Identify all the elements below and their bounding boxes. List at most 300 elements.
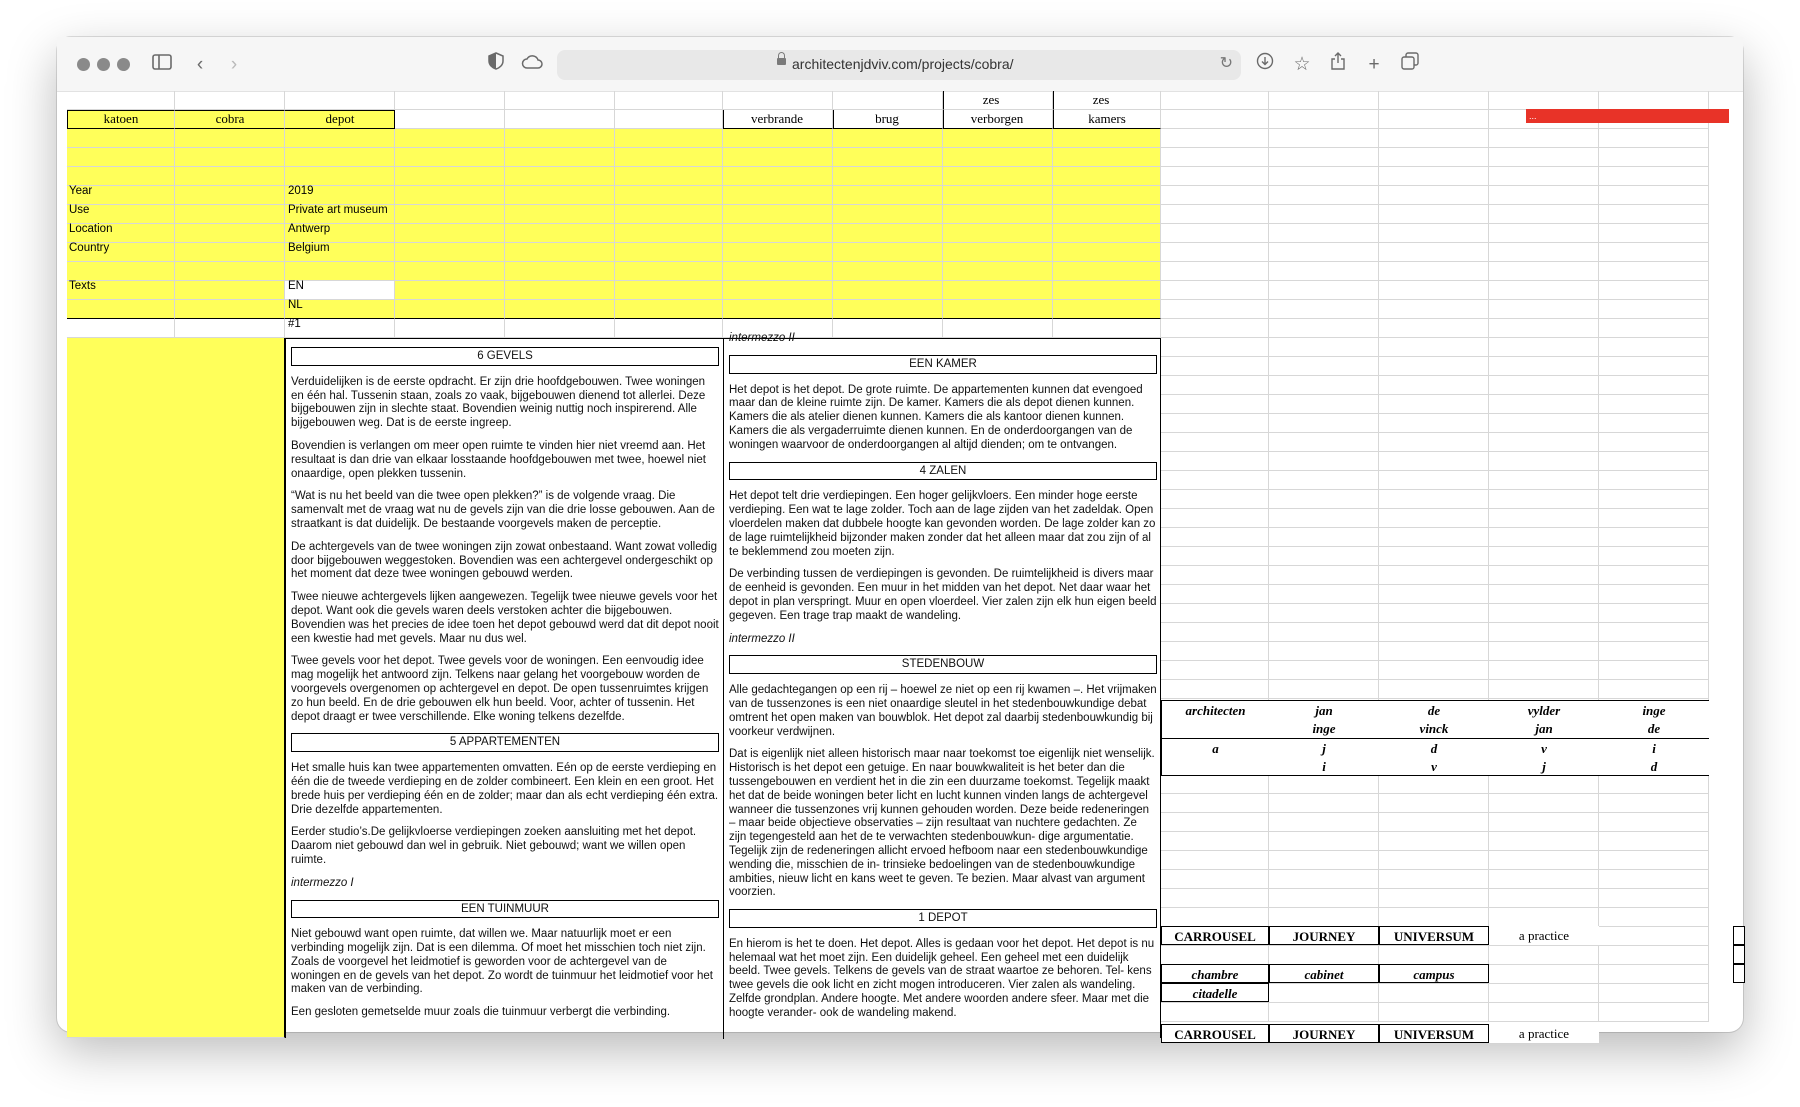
grid-cell: [67, 129, 175, 148]
grid-cell: [1599, 414, 1709, 433]
page-content: [57, 92, 1743, 1042]
grid-cell: [1053, 148, 1161, 167]
architects-cell[interactable]: [1161, 719, 1269, 738]
grid-cell: [1379, 566, 1489, 585]
grid-cell: [615, 205, 723, 224]
grid-cell: [505, 281, 615, 300]
grid-cell: [1489, 623, 1599, 642]
grid-cell: [285, 148, 395, 167]
grid-cell: [1489, 281, 1599, 300]
grid-cell: [1269, 281, 1379, 300]
grid-cell: [395, 110, 505, 129]
grid-cell: [1599, 319, 1709, 338]
grid-cell: [615, 300, 723, 319]
grid-cell: [1489, 813, 1599, 832]
paragraph: De achtergevels van de twee woningen zijn zowat onbestaand. Want zowat volledig door bijgebouwen weggestoken. Bovendien was een achtergevel ondergeschikt op het moment dat deze twee woningen gebouwd werden.: [291, 540, 717, 581]
paragraph: Verduidelijken is de eerste opdracht. Er zijn drie hoofdgebouwen. Twee woningen en één hal. Tussenin staan, zoals zo vaak, bijgebouwen dienend tot allerlei. Deze bijgebouwen zijn in slechte staat. Bovendien weinig nuttig noch inspirerend. Alle bijgebouwen weg. Dat is de eerste ingreep.: [291, 375, 706, 430]
paragraph: Niet gebouwd want open ruimte, dat willen we. Maar natuurlijk moet er een verbinding mogelijk zijn. Dat is een dilemma. Of moet het misschien toch niet zijn. Zoals de voorgevel het leidmotief is geworden voor de achtergevel van de woningen en de gevels van het depot. Zo wordt de tuinmuur het leidmotief voor het maken van de verbinding.: [291, 928, 713, 996]
grid-cell: [1599, 870, 1709, 889]
grid-cell: [1269, 414, 1379, 433]
architects-cell[interactable]: v: [1489, 738, 1599, 757]
grid-cell: [395, 167, 505, 186]
grid-cell: [505, 110, 615, 129]
grid-cell: [1269, 775, 1379, 794]
grid-cell: [1379, 642, 1489, 661]
grid-cell: [1053, 205, 1161, 224]
grid-cell: [1269, 376, 1379, 395]
browser-window: [57, 37, 1743, 1042]
menu-overflow-cell[interactable]: [1733, 945, 1745, 964]
grid-cell: [1599, 889, 1709, 908]
new-tab-icon[interactable]: +: [1368, 54, 1380, 75]
reload-icon[interactable]: ↻: [1219, 55, 1233, 72]
grid-cell: [1489, 889, 1599, 908]
texts-en-link[interactable]: EN: [288, 280, 304, 292]
grid-cell: [1599, 452, 1709, 471]
paragraph: En hierom is het te doen. Het depot. Alles is gedaan voor het depot. Het depot is nu helemaal wat het moet zijn. Een duidelijk geheel. Een geheel met een duidelijk beeld. Twee gevels. Telkens de gevels van de straat waartoe ze behoren. Tel- kens twee gevels die ook licht en zicht mogen introduceren. Vier zalen als wandeling. Zelfde grondplan. Andere hoogte. Met andere woorden andere sfeer. Maar met die hoogte verander- ook de wandeling makend.: [729, 937, 1155, 1019]
grid-cell: [1379, 528, 1489, 547]
paragraph: Eerder studio’s.De gelijkvloerse verdiepingen zoeken aansluiting met het depot. Daarom niet gebouwd dan wel in gebruik. Niet gebouwd; want we willen open ruimte.: [291, 826, 697, 866]
architects-cell[interactable]: j: [1489, 757, 1599, 776]
grid-cell: [1269, 300, 1379, 319]
grid-cell: [1269, 642, 1379, 661]
architects-cell[interactable]: jan: [1489, 719, 1599, 738]
grid-cell: [67, 91, 175, 110]
info-value-location: Antwerp: [288, 223, 331, 235]
grid-cell: [505, 262, 615, 281]
grid-cell: [1161, 91, 1269, 110]
grid-cell: [1161, 433, 1269, 452]
grid-cell: [1489, 490, 1599, 509]
text-column-right: [729, 332, 1157, 1030]
grid-cell: [1161, 262, 1269, 281]
grid-cell: [1599, 338, 1709, 357]
grid-cell: [505, 243, 615, 262]
grid-cell: [1489, 319, 1599, 338]
grid-cell: [1379, 338, 1489, 357]
grid-cell: [1599, 775, 1709, 794]
grid-cell: [1379, 471, 1489, 490]
grid-cell: [67, 148, 175, 167]
zoom-window-button[interactable]: [117, 58, 130, 71]
texts-label: Texts: [69, 280, 96, 292]
grid-cell: [1161, 566, 1269, 585]
architects-cell[interactable]: i: [1599, 738, 1709, 757]
grid-cell: [1053, 167, 1161, 186]
grid-cell: [1379, 224, 1489, 243]
grid-cell: [1489, 357, 1599, 376]
grid-cell: [1379, 832, 1489, 851]
grid-cell: [1161, 452, 1269, 471]
architects-cell[interactable]: inge: [1599, 700, 1709, 719]
grid-cell: [615, 148, 723, 167]
close-window-button[interactable]: [77, 58, 90, 71]
grid-cell: [615, 224, 723, 243]
red-indicator-bar[interactable]: ...: [1526, 109, 1729, 123]
grid-cell: [1599, 186, 1709, 205]
grid-cell: [1379, 870, 1489, 889]
grid-cell: [833, 186, 943, 205]
grid-cell: [175, 300, 285, 319]
grid-cell: [943, 148, 1053, 167]
grid-cell: [1599, 300, 1709, 319]
grid-cell: [1489, 566, 1599, 585]
grid-cell: [1379, 984, 1489, 1003]
grid-cell: [1161, 832, 1269, 851]
info-label-year: Year: [69, 185, 93, 197]
address-bar[interactable]: [557, 50, 1241, 80]
grid-cell: [1161, 547, 1269, 566]
grid-cell: [1269, 509, 1379, 528]
grid-cell: [1489, 376, 1599, 395]
forward-icon[interactable]: ›: [230, 54, 238, 75]
grid-cell: [615, 91, 723, 110]
menu-a-practice-repeat[interactable]: a practice: [1489, 1024, 1599, 1043]
paragraph: Twee gevels voor het depot. Twee gevels voor de woningen. Een eenvoudig idee mag mogelijk het antwoord zijn. Telkens naar gelang het voorgebouw worden de voorgevels overgenomen op achtergevel en depot. De open tussenruimtes krijgen zo hun beeld. En de drie gebouwen elk hun beeld. Voor, achter of tussenin. Het depot draagt er twee verschillende. Elke woning telkens dezelfde.: [291, 655, 709, 723]
grid-cell: [1489, 433, 1599, 452]
grid-cell: [1599, 528, 1709, 547]
grid-cell: [1161, 775, 1269, 794]
architects-cell[interactable]: architecten: [1161, 700, 1269, 719]
info-label-country: Country: [69, 242, 110, 254]
architects-cell[interactable]: j: [1269, 738, 1379, 757]
section-heading: 4 ZALEN: [729, 462, 1157, 481]
grid-cell: [67, 167, 175, 186]
grid-cell: [505, 148, 615, 167]
grid-cell: [1379, 509, 1489, 528]
menu-universum-repeat[interactable]: UNIVERSUM: [1379, 1024, 1489, 1043]
grid-cell: [1379, 281, 1489, 300]
architects-cell[interactable]: inge: [1269, 719, 1379, 738]
grid-cell: [395, 186, 505, 205]
grid-cell: [943, 281, 1053, 300]
bookmark-star-icon[interactable]: ☆: [1293, 54, 1311, 75]
paragraph: Het depot telt drie verdiepingen. Een hoger gelijkvloers. Een minder hoge eerste verdieping. Een wat te lage zolder. Toch aan de lage zijden van het zadeldak. Open vloerdelen maken dat dubbele hoogte kan gevonden worden. De lage zolder kan zo de lage ruimtelijkheid bijzonder maken zonder dat het alleen maar dat zou zijn of al te beklemmend zou moeten zijn.: [729, 490, 1156, 558]
grid-cell: [1379, 414, 1489, 433]
grid-cell: [175, 148, 285, 167]
grid-cell: [1161, 186, 1269, 205]
header-title-cobra[interactable]: cobra: [215, 111, 245, 126]
architects-cell[interactable]: d: [1379, 738, 1489, 757]
grid-cell: [175, 243, 285, 262]
grid-cell: [1269, 319, 1379, 338]
section-heading: EEN TUINMUUR: [291, 900, 719, 919]
menu-overflow-cell[interactable]: [1733, 964, 1745, 983]
architects-cell[interactable]: vylder: [1489, 700, 1599, 719]
column-divider: [723, 339, 724, 1039]
menu-carrousel[interactable]: CARROUSEL: [1161, 926, 1269, 945]
header-col-brug[interactable]: brug: [875, 111, 899, 126]
grid-cell: [1379, 794, 1489, 813]
sidebar-toggle-icon[interactable]: [149, 52, 175, 78]
grid-cell: [1379, 433, 1489, 452]
grid-cell: [67, 300, 175, 319]
grid-cell: [1379, 262, 1489, 281]
header-col-verbrande[interactable]: verbrande: [751, 111, 803, 126]
grid-cell: [1269, 661, 1379, 680]
architects-cell[interactable]: de: [1379, 700, 1489, 719]
grid-cell: [285, 129, 395, 148]
grid-cell: [175, 205, 285, 224]
grid-cell: [1379, 300, 1489, 319]
grid-cell: [1053, 281, 1161, 300]
grid-cell: [723, 91, 833, 110]
grid-cell: [1161, 870, 1269, 889]
header-top-col-2: zes: [1092, 92, 1110, 107]
grid-cell: [1269, 433, 1379, 452]
grid-cell: [1053, 262, 1161, 281]
url-text: architectenjdviv.com/projects/cobra/: [792, 56, 1014, 72]
grid-cell: [1161, 300, 1269, 319]
grid-cell: [1489, 224, 1599, 243]
grid-cell: [615, 167, 723, 186]
header-title-katoen[interactable]: katoen: [103, 111, 139, 126]
menu-journey-repeat[interactable]: JOURNEY: [1269, 1024, 1379, 1043]
grid-cell: [1161, 357, 1269, 376]
grid-cell: [1599, 927, 1709, 946]
grid-cell: [1489, 870, 1599, 889]
grid-cell: [1161, 205, 1269, 224]
grid-cell: [1599, 680, 1709, 699]
grid-cell: [1599, 281, 1709, 300]
info-label-location: Location: [69, 223, 113, 235]
grid-cell: [1599, 661, 1709, 680]
grid-cell: [615, 243, 723, 262]
grid-cell: [1161, 319, 1269, 338]
grid-cell: [285, 319, 395, 338]
grid-cell: [615, 281, 723, 300]
grid-cell: [723, 186, 833, 205]
grid-cell: [1161, 908, 1269, 927]
grid-cell: [1599, 851, 1709, 870]
section-heading: 1 DEPOT: [729, 909, 1157, 928]
menu-universum[interactable]: UNIVERSUM: [1379, 926, 1489, 945]
grid-cell: [1161, 376, 1269, 395]
grid-cell: [1053, 186, 1161, 205]
grid-cell: [1599, 490, 1709, 509]
grid-cell: [1599, 376, 1709, 395]
share-icon[interactable]: [1325, 52, 1351, 78]
grid-cell: [1269, 148, 1379, 167]
grid-cell: [615, 186, 723, 205]
grid-cell: [1053, 224, 1161, 243]
grid-cell: [1489, 262, 1599, 281]
grid-cell: [615, 110, 723, 129]
grid-cell: [1489, 452, 1599, 471]
grid-cell: [1599, 262, 1709, 281]
grid-cell: [833, 224, 943, 243]
grid-cell: [1489, 1003, 1599, 1022]
grid-cell: [833, 91, 943, 110]
header-col-kamers[interactable]: kamers: [1088, 111, 1126, 126]
paragraph: Dat is eigenlijk niet alleen historisch maar naar toekomst toe eigenlijk niet wenselijk. Historisch is het depot een getuige. En naar bouwkwaliteit is het beter dan die tussengebouwen en verdient het in die zin een duurzame toekomst. Tegelijk maakt het dat de beide woningen beter licht en lucht kunnen vinden langs de achtergevel wanneer die tussenzones vrij kunnen gehouden worden. Deze beide redeneringen – maar beide objectieve observaties – zijn resultaat van nuchtere gedachten. Ze zijn tegengesteld aan het de te verwachten stedenbouwkun- dige argumentatie. Tegelijk zijn de redeneringen allicht ervoed hefboom naar een stedenbouwkundige wending die, misschien de in- trinsieke bedoelingen van de stedenbouwkundige ambities, nieuw licht en kans weet te geven. Te bezien. Maar alvast van argument voorzien.: [729, 748, 1155, 899]
grid-cell: [395, 243, 505, 262]
menu-carrousel-repeat[interactable]: CARROUSEL: [1161, 1024, 1269, 1043]
grid-cell: [723, 148, 833, 167]
grid-cell: [1599, 832, 1709, 851]
grid-cell: [1489, 300, 1599, 319]
grid-cell: [833, 129, 943, 148]
info-value-year: 2019: [288, 185, 314, 197]
architects-cell[interactable]: a: [1161, 738, 1269, 757]
grid-cell: [505, 186, 615, 205]
grid-cell: [1379, 851, 1489, 870]
grid-cell: [1599, 433, 1709, 452]
grid-cell: [1269, 1003, 1379, 1022]
grid-cell: [1161, 889, 1269, 908]
grid-cell: [1599, 148, 1709, 167]
architects-cell[interactable]: de: [1599, 719, 1709, 738]
grid-cell: [1161, 281, 1269, 300]
grid-cell: [1161, 851, 1269, 870]
menu-journey[interactable]: JOURNEY: [1269, 926, 1379, 945]
grid-cell: [723, 300, 833, 319]
grid-cell: [395, 148, 505, 167]
intermezzo-label: intermezzo II: [729, 332, 795, 344]
browser-toolbar: [57, 37, 1743, 92]
architects-cell[interactable]: jan: [1269, 700, 1379, 719]
grid-cell: [1161, 680, 1269, 699]
grid-cell: [615, 262, 723, 281]
grid-cell: [1599, 566, 1709, 585]
grid-cell: [1269, 262, 1379, 281]
grid-cell: [1599, 224, 1709, 243]
text-number: #1: [288, 318, 301, 330]
grid-cell: [1269, 585, 1379, 604]
grid-cell: [505, 205, 615, 224]
intermezzo-label: intermezzo II: [729, 632, 795, 645]
privacy-shield-icon[interactable]: [483, 52, 509, 78]
architects-cell[interactable]: v: [1379, 757, 1489, 776]
grid-cell: [1161, 243, 1269, 262]
grid-cell: [1599, 205, 1709, 224]
grid-cell: [1599, 984, 1709, 1003]
grid-cell: [1161, 642, 1269, 661]
grid-cell: [723, 281, 833, 300]
grid-cell: [1599, 129, 1709, 148]
architects-cell[interactable]: [1161, 757, 1269, 776]
grid-cell: [723, 205, 833, 224]
grid-cell: [1269, 604, 1379, 623]
grid-cell: [1269, 224, 1379, 243]
grid-cell: [1269, 851, 1379, 870]
grid-cell: [1489, 984, 1599, 1003]
header-title-depot[interactable]: depot: [325, 111, 355, 126]
paragraph: Het depot is het depot. De grote ruimte. De appartementen kunnen dat evengoed maar dan de kleine ruimte zijn. De kamer. Kamers die als depot dienen kunnen. Kamers die als atelier dienen kunnen. Kamers die als kantoor dienen kunnen. Kamers die als vergaderruimte dienen kunnen. En de onderdoorgangen van de woningen waarvoor de onderdoorgangen al altijd dienden; om te ontvangen.: [729, 383, 1143, 451]
grid-cell: [1379, 946, 1489, 965]
architects-cell[interactable]: i: [1269, 757, 1379, 776]
grid-cell: [505, 91, 615, 110]
grid-cell: [1161, 167, 1269, 186]
grid-cell: [1379, 547, 1489, 566]
grid-cell: [1599, 604, 1709, 623]
grid-cell: [395, 300, 505, 319]
grid-cell: [1379, 813, 1489, 832]
menu-cabinet[interactable]: cabinet: [1269, 964, 1379, 983]
grid-cell: [1161, 794, 1269, 813]
lock-icon: [777, 58, 786, 65]
header-col-verborgen[interactable]: verborgen: [970, 111, 1024, 126]
grid-cell: [175, 224, 285, 243]
grid-cell: [1379, 889, 1489, 908]
grid-cell: [943, 186, 1053, 205]
grid-cell: [175, 262, 285, 281]
grid-cell: [1599, 946, 1709, 965]
tab-overview-icon[interactable]: [1397, 52, 1423, 78]
grid-cell: [505, 319, 615, 338]
grid-cell: [1161, 395, 1269, 414]
left-yellow-column: [67, 338, 285, 1038]
paragraph: “Wat is nu het beeld van die twee open plekken?” is de volgende vraag. Die samenvalt met de vraag wat nu de gevels zijn van die drie losse gebouwen. Aan de straatkant is dat duidelijk. De bestaande voorgevels maken de perceptie.: [291, 490, 715, 530]
grid-cell: [1599, 813, 1709, 832]
grid-cell: [1379, 205, 1489, 224]
architects-cell[interactable]: d: [1599, 757, 1709, 776]
grid-cell: [1379, 604, 1489, 623]
grid-cell: [943, 243, 1053, 262]
texts-nl-link[interactable]: NL: [288, 299, 303, 311]
grid-cell: [1489, 129, 1599, 148]
grid-cell: [1269, 870, 1379, 889]
architects-cell[interactable]: vinck: [1379, 719, 1489, 738]
grid-cell: [1379, 623, 1489, 642]
grid-cell: [1379, 376, 1489, 395]
section-heading: 6 GEVELS: [291, 347, 719, 366]
grid-cell: [1269, 471, 1379, 490]
grid-cell: [943, 205, 1053, 224]
menu-a-practice[interactable]: a practice: [1489, 926, 1599, 945]
intermezzo-label: intermezzo I: [291, 876, 354, 889]
download-icon[interactable]: [1252, 52, 1278, 78]
grid-cell: [1379, 452, 1489, 471]
grid-cell: [833, 205, 943, 224]
grid-cell: [1379, 908, 1489, 927]
grid-cell: [1379, 167, 1489, 186]
back-icon[interactable]: ‹: [196, 54, 204, 75]
grid-cell: [285, 262, 395, 281]
grid-cell: [833, 167, 943, 186]
grid-cell: [943, 167, 1053, 186]
grid-cell: [395, 91, 505, 110]
grid-cell: [1161, 338, 1269, 357]
grid-cell: [1599, 509, 1709, 528]
grid-cell: [1489, 965, 1599, 984]
grid-cell: [1489, 851, 1599, 870]
minimize-window-button[interactable]: [97, 58, 110, 71]
paragraph: De verbinding tussen de verdiepingen is gevonden. De ruimtelijkheid is divers maar de eenheid is gevonden. Een muur in het midden van het depot. Net daar waar het depot in plan verspringt. Muur en open vloerdeel. Vier zalen zijn elk hun eigen beeld gegeven. Een trage trap maakt de wandeling.: [729, 568, 1157, 622]
section-heading: EEN KAMER: [729, 355, 1157, 374]
grid-cell: [1489, 167, 1599, 186]
grid-cell: [723, 129, 833, 148]
grid-cell: [1379, 186, 1489, 205]
cloud-icon[interactable]: [519, 52, 545, 78]
grid-cell: [1489, 585, 1599, 604]
menu-chambre[interactable]: chambre: [1161, 964, 1269, 983]
grid-cell: [1161, 661, 1269, 680]
grid-cell: [943, 262, 1053, 281]
grid-cell: [505, 167, 615, 186]
menu-citadelle[interactable]: citadelle: [1161, 983, 1269, 1002]
grid-cell: [1053, 300, 1161, 319]
grid-cell: [1161, 1003, 1269, 1022]
grid-cell: [1379, 243, 1489, 262]
grid-cell: [395, 129, 505, 148]
menu-overflow-cell[interactable]: [1733, 926, 1745, 945]
menu-campus[interactable]: campus: [1379, 964, 1489, 983]
grid-cell: [1269, 243, 1379, 262]
grid-cell: [1489, 680, 1599, 699]
grid-cell: [1599, 585, 1709, 604]
paragraph: Het smalle huis kan twee appartementen omvatten. Eén op de eerste verdieping en één die de tweede verdieping en de zolder combineert. Een klein en een groot. Het brede huis per verdieping één en de zolder; maar dan als echt verdieping één extra. Drie dezelfde appartementen.: [291, 762, 719, 816]
